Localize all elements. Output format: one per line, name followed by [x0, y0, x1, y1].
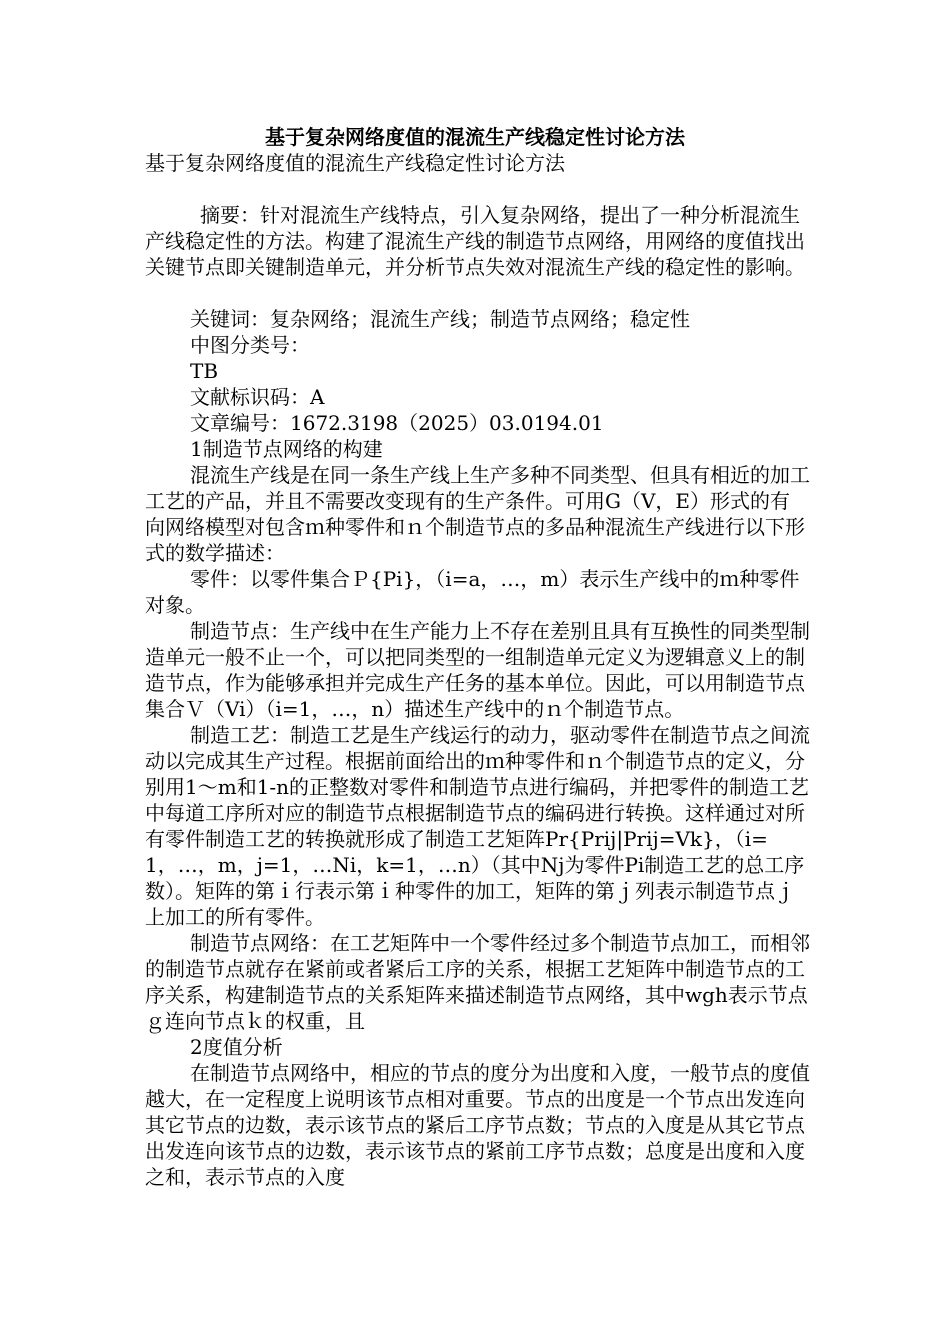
section-2-heading: 2度值分析 [190, 1035, 283, 1059]
section-1-paragraph-5: 制造节点网络：在工艺矩阵中一个零件经过多个制造节点加工，而相邻的制造节点就存在紧前或者紧后工序的关系，根据工艺矩阵中制造节点的工序关系，构建制造节点的关系矩阵来描述制造节点网络，其中wgh表示节点ｇ连向节点ｋ的权重，且 [145, 931, 810, 1033]
document-code-line: 文献标识码：A [190, 385, 325, 409]
section-1-paragraph-4: 制造工艺：制造工艺是生产线运行的动力，驱动零件在制造节点之间流动以完成其生产过程。根据前面给出的ｍ种零件和ｎ个制造节点的定义，分别用1～m和1-n的正整数对零件和制造节点进行编码，并把零件的制造工艺中每道工序所对应的制造节点根据制造节点的编码进行转换。这样通过对所有零件制造工艺的转换就形成了制造工艺矩阵Pr{Prij|Prij=Vk}，（i=1，…，m，j=1，…Ni，k=1，…n）（其中Nj为零件Pi制造工艺的总工序数）。矩阵的第ｉ行表示第ｉ种零件的加工，矩阵的第ｊ列表示制造节点ｊ上加工的所有零件。 [145, 723, 810, 929]
clc-value: TB [190, 359, 219, 383]
keywords-line: 关键词：复杂网络；混流生产线；制造节点网络；稳定性 [190, 307, 690, 331]
clc-label: 中图分类号： [190, 333, 310, 357]
section-1-paragraph-3: 制造节点：生产线中在生产能力上不存在差别且具有互换性的同类型制造单元一般不止一个，可以把同类型的一组制造单元定义为逻辑意义上的制造节点，作为能够承担并完成生产任务的基本单位。因此，可以用制造节点集合Ｖ（Vi）（i=1，…，n）描述生产线中的ｎ个制造节点。 [145, 619, 810, 721]
document-subtitle: 基于复杂网络度值的混流生产线稳定性讨论方法 [145, 151, 565, 175]
abstract-paragraph: 摘要：针对混流生产线特点，引入复杂网络，提出了一种分析混流生产线稳定性的方法。构建了混流生产线的制造节点网络，用网络的度值找出关键节点即关键制造单元，并分析节点失效对混流生产线的稳定性的影响。 [145, 203, 805, 279]
section-1-heading: 1制造节点网络的构建 [190, 437, 383, 461]
section-2-paragraph-1: 在制造节点网络中，相应的节点的度分为出度和入度，一般节点的度值越大，在一定程度上说明该节点相对重要。节点的出度是一个节点出发连向其它节点的边数，表示该节点的紧后工序节点数；节点的入度是从其它节点出发连向该节点的边数，表示该节点的紧前工序节点数；总度是出度和入度之和，表示节点的入度 [145, 1061, 810, 1189]
article-number-line: 文章编号：1672.3198（2025）03.0194.01 [190, 411, 604, 435]
section-1-paragraph-1: 混流生产线是在同一条生产线上生产多种不同类型、但具有相近的加工工艺的产品，并且不需要改变现有的生产条件。可用G（V，E）形式的有向网络模型对包含ｍ种零件和ｎ个制造节点的多品种混流生产线进行以下形式的数学描述： [145, 463, 810, 565]
document-body [145, 150, 810, 1190]
section-1-paragraph-2: 零件：以零件集合Ｐ{Pi}，（i=a，…，m）表示生产线中的ｍ种零件对象。 [145, 567, 800, 617]
document-title: 基于复杂网络度值的混流生产线稳定性讨论方法 [265, 125, 685, 149]
